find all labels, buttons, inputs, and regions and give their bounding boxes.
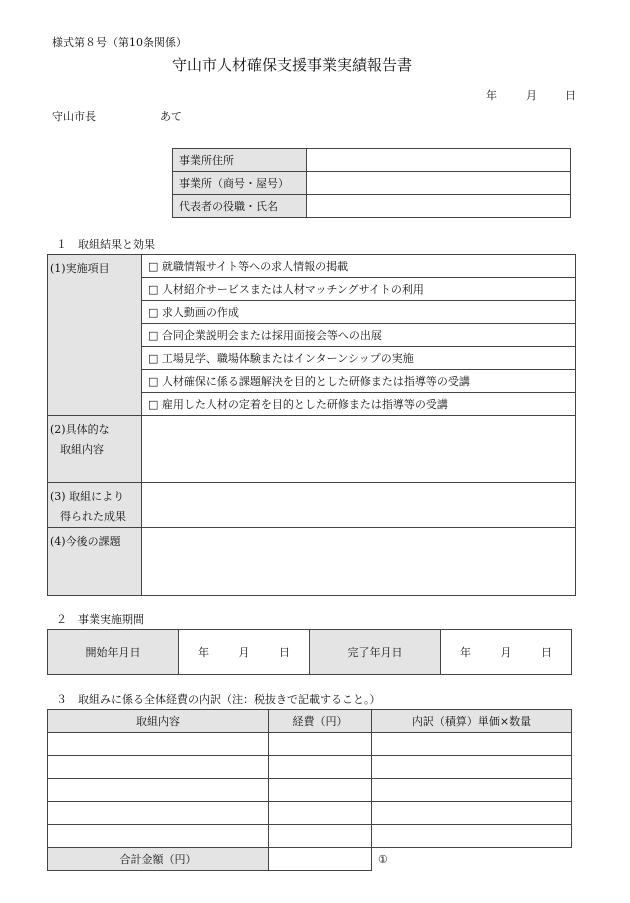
section3-heading: ３ 取組みに係る全体経費の内訳（注：税抜きで記載すること。）: [56, 693, 381, 706]
details-label-line1: (2)具体的な: [50, 423, 110, 436]
expense-cost-cell[interactable]: [269, 733, 372, 756]
expense-breakdown-cell[interactable]: [372, 756, 572, 779]
start-date-field[interactable]: [179, 630, 310, 675]
total-amount-field[interactable]: [269, 848, 372, 871]
expense-cost-cell[interactable]: [269, 779, 372, 802]
expense-row: [48, 779, 572, 802]
expense-breakdown-cell[interactable]: [372, 825, 572, 848]
applicant-table: [172, 148, 571, 218]
expense-row: [48, 802, 572, 825]
item-checkbox[interactable]: □ 工場見学、職場体験またはインターンシップの実施: [142, 347, 576, 370]
start-year: 年: [198, 646, 209, 659]
expense-row: [48, 733, 572, 756]
total-label: 合計金額（円）: [48, 848, 269, 871]
expense-content-cell[interactable]: [48, 802, 269, 825]
details-field[interactable]: [142, 416, 576, 483]
total-marker: ①: [378, 852, 388, 866]
expense-cost-cell[interactable]: [269, 802, 372, 825]
period-table: [47, 629, 572, 675]
addressee-suffix: あて: [160, 110, 182, 123]
start-day: 日: [279, 646, 290, 659]
item-checkbox[interactable]: □ 求人動画の作成: [142, 301, 576, 324]
date-day: 日: [565, 89, 576, 102]
col-cost-header: 経費（円）: [269, 710, 372, 733]
date-year: 年: [486, 89, 497, 102]
section2-heading: ２ 事業実施期間: [56, 613, 144, 626]
business-name-field[interactable]: [307, 172, 571, 195]
expense-row: [48, 756, 572, 779]
form-number: 様式第８号（第10条関係）: [52, 36, 187, 49]
item-checkbox[interactable]: □ 雇用した人材の定着を目的とした研修または指導等の受講: [142, 393, 576, 416]
expense-breakdown-cell[interactable]: [372, 779, 572, 802]
issues-label: (4)今後の課題: [48, 528, 142, 596]
expense-table: [47, 709, 572, 871]
item-checkbox[interactable]: □ 人材確保に係る課題解決を目的とした研修または指導等の受講: [142, 370, 576, 393]
results-label-line1: (3) 取組により: [50, 490, 125, 503]
start-month: 月: [238, 646, 250, 659]
end-date-label: 完了年月日: [310, 630, 441, 675]
document-title: 守山市人材確保支援事業実績報告書: [172, 56, 413, 74]
details-label: [48, 416, 142, 483]
expense-breakdown-cell[interactable]: [372, 802, 572, 825]
end-day: 日: [541, 646, 552, 659]
results-label: [48, 483, 142, 528]
address-label: 事業所住所: [173, 149, 307, 172]
expense-content-cell[interactable]: [48, 756, 269, 779]
section1-heading: １ 取組結果と効果: [56, 238, 155, 251]
results-table: [47, 254, 576, 596]
results-field[interactable]: [142, 483, 576, 528]
representative-field[interactable]: [307, 195, 571, 218]
col-content-header: 取組内容: [48, 710, 269, 733]
items-label: (1)実施項目: [48, 255, 142, 416]
end-date-field[interactable]: [441, 630, 572, 675]
representative-label: 代表者の役職・氏名: [173, 195, 307, 218]
expense-content-cell[interactable]: [48, 779, 269, 802]
results-label-line2: 得られた成果: [60, 510, 126, 523]
col-breakdown-header: 内訳（積算）単価×数量: [372, 710, 572, 733]
business-name-label: 事業所（商号・屋号）: [173, 172, 307, 195]
item-checkbox[interactable]: □ 人材紹介サービスまたは人材マッチングサイトの利用: [142, 278, 576, 301]
address-field[interactable]: [307, 149, 571, 172]
issues-field[interactable]: [142, 528, 576, 596]
expense-cost-cell[interactable]: [269, 756, 372, 779]
addressee: 守山市長: [52, 110, 96, 123]
date-month: 月: [526, 89, 537, 102]
expense-cost-cell[interactable]: [269, 825, 372, 848]
item-checkbox[interactable]: □ 合同企業説明会または採用面接会等への出展: [142, 324, 576, 347]
expense-row: [48, 825, 572, 848]
expense-content-cell[interactable]: [48, 733, 269, 756]
end-month: 月: [500, 646, 512, 659]
expense-breakdown-cell[interactable]: [372, 733, 572, 756]
expense-content-cell[interactable]: [48, 825, 269, 848]
end-year: 年: [460, 646, 471, 659]
item-checkbox[interactable]: □ 就職情報サイト等への求人情報の掲載: [142, 255, 576, 278]
details-label-line2: 取組内容: [60, 443, 104, 456]
start-date-label: 開始年月日: [48, 630, 179, 675]
